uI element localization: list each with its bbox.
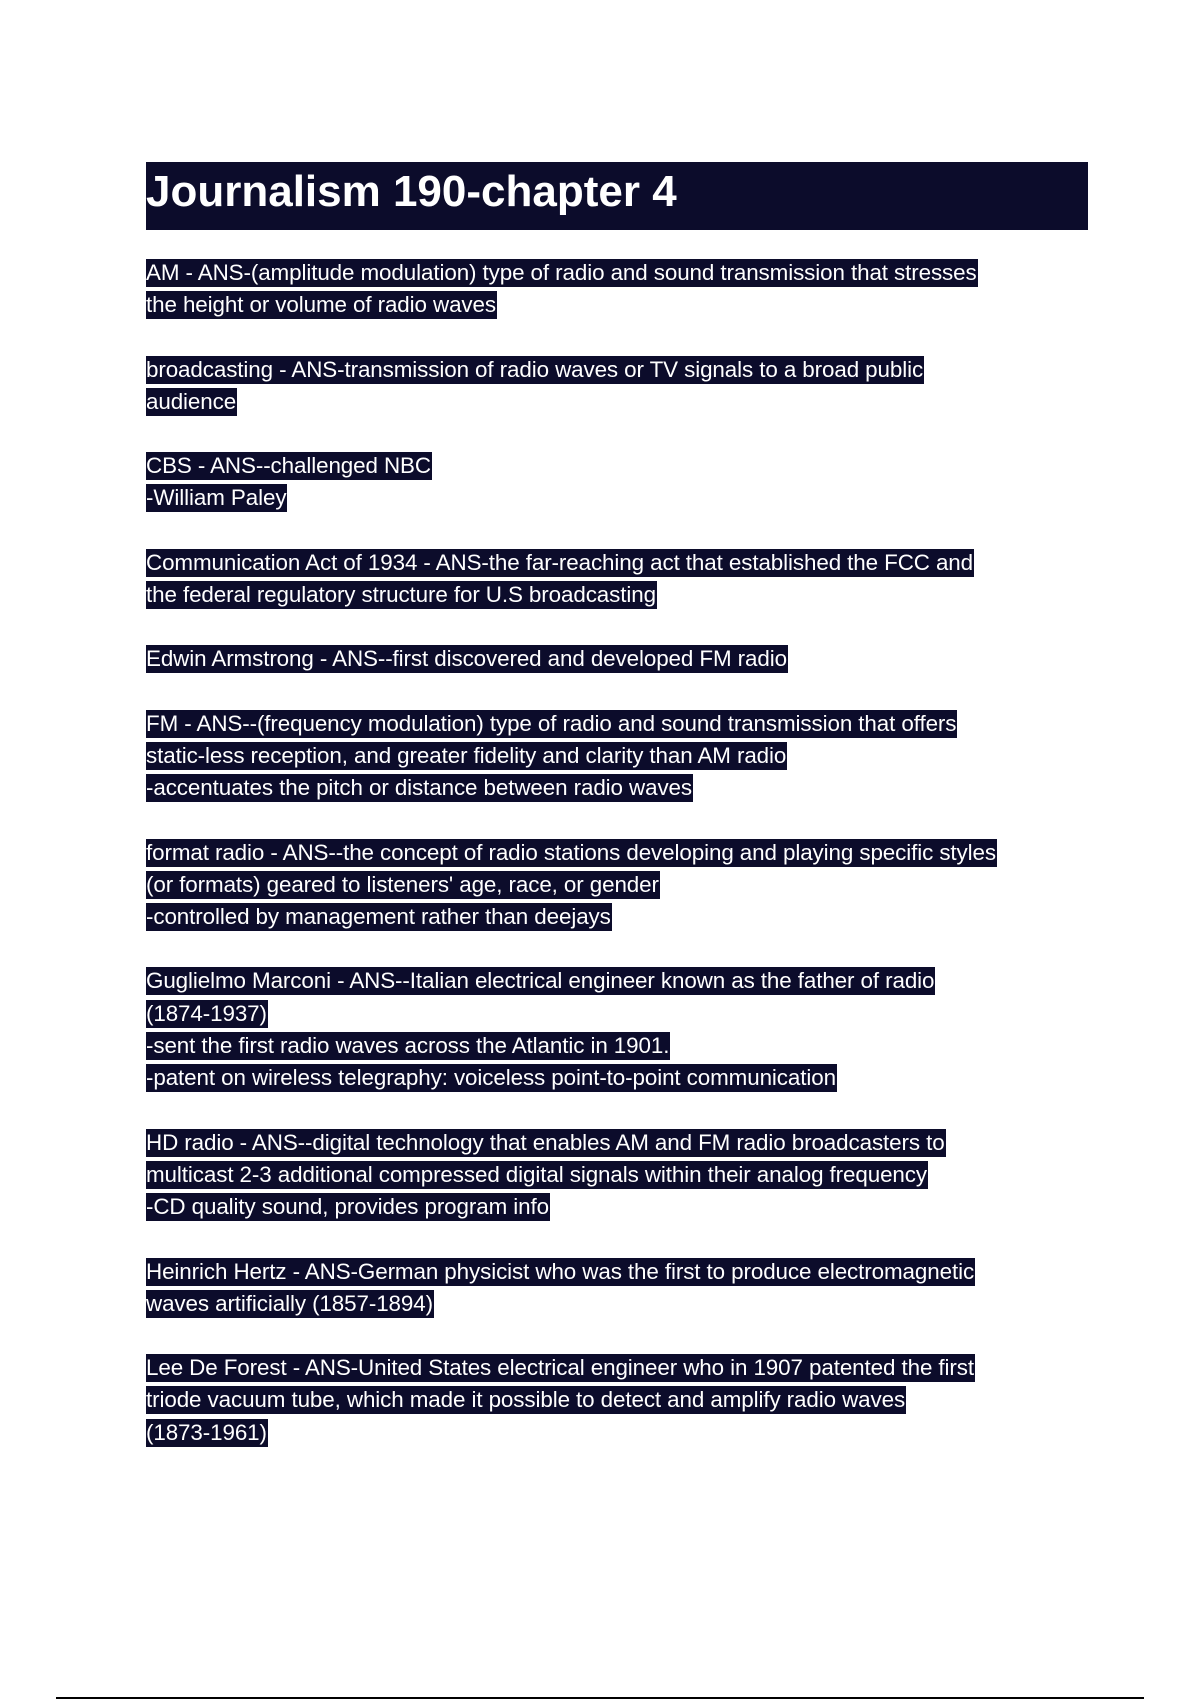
entry-line [146, 1030, 1086, 1062]
entry-line [146, 1191, 1086, 1223]
highlighted-text: -patent on wireless telegraphy: voiceless point-to-point communication [146, 1065, 836, 1091]
highlighted-text: HD radio - ANS--digital technology that enables AM and FM radio broadcasters to [146, 1129, 945, 1155]
flashcard-entry [146, 965, 1086, 1094]
entry-spacer [146, 1224, 1086, 1256]
entry-spacer [146, 611, 1086, 643]
highlighted-text: triode vacuum tube, which made it possible to detect and amplify radio waves [146, 1387, 906, 1413]
highlighted-text: (1874-1937) [146, 1000, 267, 1026]
entry-line [146, 547, 1086, 579]
footer-divider [56, 1697, 1144, 1699]
highlighted-text: Lee De Forest - ANS-United States electrical engineer who in 1907 patented the first [146, 1355, 974, 1381]
highlighted-text: -CD quality sound, provides program info [146, 1194, 549, 1220]
flashcard-entry [146, 837, 1086, 934]
entry-line [146, 1417, 1086, 1449]
highlighted-text: static-less reception, and greater fidelity and clarity than AM radio [146, 742, 787, 768]
entry-line [146, 1288, 1086, 1320]
highlighted-text: the federal regulatory structure for U.S broadcasting [146, 582, 656, 608]
entry-spacer [146, 676, 1086, 708]
highlighted-text: (or formats) geared to listeners' age, race, or gender [146, 871, 659, 897]
highlighted-text: Heinrich Hertz - ANS-German physicist who was the first to produce electromagnetic [146, 1258, 975, 1284]
entry-line [146, 1159, 1086, 1191]
entry-line [146, 386, 1086, 418]
highlighted-text: Communication Act of 1934 - ANS-the far-reaching act that established the FCC and [146, 549, 974, 575]
highlighted-text: format radio - ANS--the concept of radio stations developing and playing specific styles [146, 839, 996, 865]
entry-line [146, 257, 1086, 289]
highlighted-text: CBS - ANS--challenged NBC [146, 453, 431, 479]
highlighted-text: waves artificially (1857-1894) [146, 1290, 433, 1316]
flashcard-entry [146, 1256, 1086, 1321]
title-bar [146, 162, 1088, 230]
flashcard-list [146, 257, 1086, 1449]
entry-line [146, 772, 1086, 804]
flashcard-entry [146, 708, 1086, 805]
entry-spacer [146, 805, 1086, 837]
entry-line [146, 708, 1086, 740]
flashcard-entry [146, 1352, 1086, 1449]
entry-line [146, 1127, 1086, 1159]
flashcard-entry [146, 643, 1086, 675]
entry-line [146, 450, 1086, 482]
entry-line [146, 579, 1086, 611]
entry-line [146, 1062, 1086, 1094]
entry-spacer [146, 418, 1086, 450]
flashcard-entry [146, 450, 1086, 515]
entry-line [146, 869, 1086, 901]
entry-line [146, 1352, 1086, 1384]
flashcard-entry [146, 354, 1086, 419]
entry-spacer [146, 515, 1086, 547]
highlighted-text: broadcasting - ANS-transmission of radio waves or TV signals to a broad public [146, 356, 924, 382]
entry-line [146, 354, 1086, 386]
entry-line [146, 740, 1086, 772]
highlighted-text: -controlled by management rather than deejays [146, 904, 611, 930]
highlighted-text: Edwin Armstrong - ANS--first discovered and developed FM radio [146, 646, 787, 672]
highlighted-text: -William Paley [146, 485, 287, 511]
highlighted-text: audience [146, 388, 237, 414]
highlighted-text: multicast 2-3 additional compressed digital signals within their analog frequency [146, 1161, 927, 1187]
entry-spacer [146, 933, 1086, 965]
entry-line [146, 965, 1086, 997]
page-title: Journalism 190-chapter 4 [146, 167, 677, 216]
entry-spacer [146, 1320, 1086, 1352]
entry-line [146, 901, 1086, 933]
highlighted-text: -accentuates the pitch or distance between radio waves [146, 775, 692, 801]
entry-spacer [146, 1095, 1086, 1127]
highlighted-text: Guglielmo Marconi - ANS--Italian electrical engineer known as the father of radio [146, 968, 935, 994]
flashcard-entry [146, 257, 1086, 322]
flashcard-entry [146, 547, 1086, 612]
entry-line [146, 998, 1086, 1030]
highlighted-text: AM - ANS-(amplitude modulation) type of radio and sound transmission that stresses [146, 260, 977, 285]
highlighted-text: -sent the first radio waves across the Atlantic in 1901. [146, 1033, 670, 1059]
entry-line [146, 837, 1086, 869]
highlighted-text: FM - ANS--(frequency modulation) type of radio and sound transmission that offers [146, 710, 957, 736]
entry-line [146, 1256, 1086, 1288]
entry-line [146, 289, 1086, 321]
flashcard-entry [146, 1127, 1086, 1224]
entry-line [146, 643, 1086, 675]
entry-line [146, 1384, 1086, 1416]
entry-line [146, 482, 1086, 514]
highlighted-text: the height or volume of radio waves [146, 292, 496, 318]
entry-spacer [146, 322, 1086, 354]
highlighted-text: (1873-1961) [146, 1419, 267, 1445]
